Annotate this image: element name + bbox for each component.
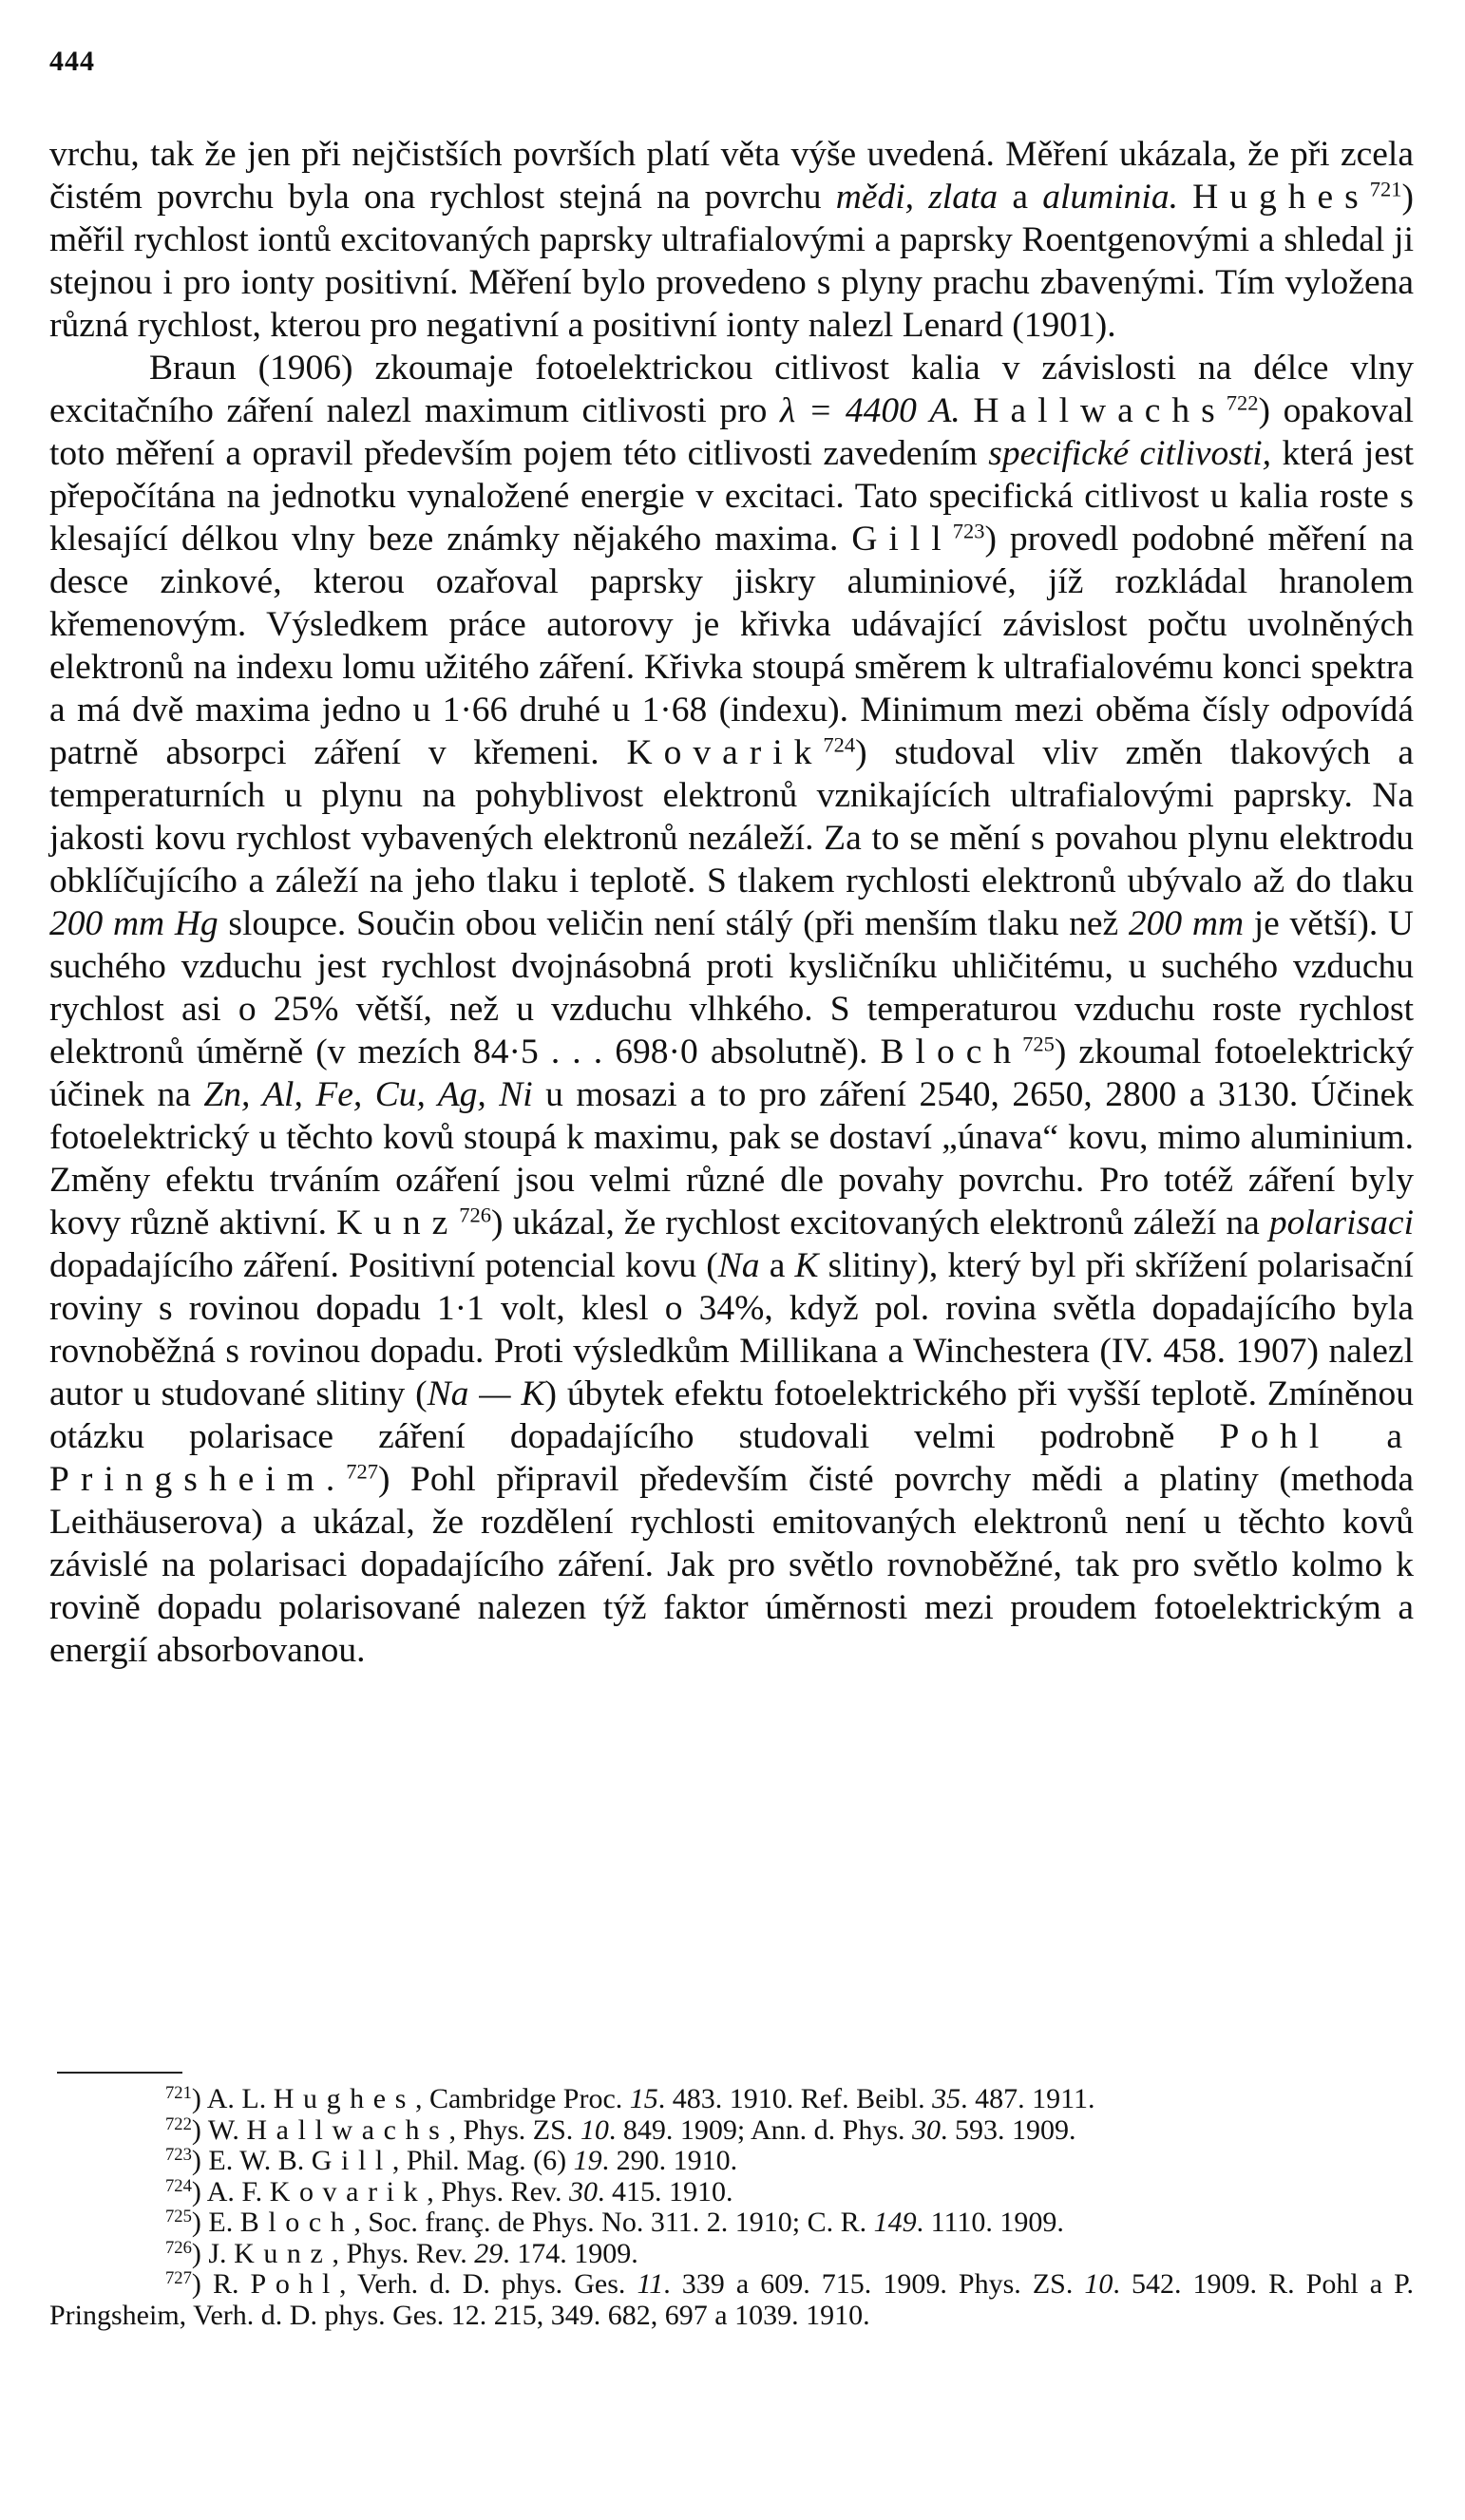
italic-run: polarisaci <box>1268 1203 1414 1242</box>
footnotes <box>49 2084 1414 2331</box>
author-name: Bloch <box>239 2207 354 2238</box>
volume: 35 <box>932 2083 961 2114</box>
text-run: dopadajícího záření. Positivní potencial kovu ( <box>49 1246 718 1285</box>
text-run: . 483. 1910. Ref. Beibl. <box>657 2083 933 2114</box>
italic-run: Zn, Al, Fe, Cu, Ag, Ni <box>203 1075 533 1114</box>
volume: 149 <box>873 2207 917 2238</box>
footnote-number: 722 <box>165 2113 192 2134</box>
text-run: ) E. W. B. <box>191 2145 312 2176</box>
text-run: sloupce. Součin obou veličin není stálý (při menším tlaku než <box>218 904 1129 943</box>
text-run: ) úbytek efektu fotoelektrického při vyšší teplotě. Zmíněnou otázku polarisace záření dopadajícího studovali velmi podrobně <box>49 1374 1415 1456</box>
footnote-ref: 725 <box>1022 1032 1055 1056</box>
footnote <box>49 2084 1414 2115</box>
text-run: ) měřil rychlost iontů excitovaných paprsky ultrafialovými a paprsky Roentgenovými a shledal ji stejnou i pro ionty positivní. Měření bylo provedeno s plyny prachu zbavenými. Tím vyložena různá rychlost, kterou pro negativní a positivní ionty nalezl Lenard (1901). <box>49 178 1414 345</box>
formula: λ = 4400 A. <box>780 391 961 430</box>
text-run <box>1178 178 1192 217</box>
volume: 10 <box>580 2113 609 2146</box>
text-run: a <box>998 178 1043 217</box>
footnote <box>49 2177 1414 2208</box>
italic-run: K <box>794 1246 819 1285</box>
text-run: ) R. <box>191 2268 251 2300</box>
footnote-ref: 724 <box>823 732 856 757</box>
text-run: , Phys. ZS. <box>448 2113 580 2146</box>
volume: 19 <box>573 2145 602 2176</box>
text-run: , Phil. Mag. (6) <box>391 2145 574 2176</box>
text-run: . 339 a 609. 715. 1909. Phys. ZS. <box>663 2268 1085 2300</box>
author-name: Pohl <box>250 2268 339 2300</box>
author-name: Hughes <box>1192 178 1370 217</box>
text-run: ) J. <box>191 2237 235 2269</box>
footnote-ref: 723 <box>952 519 985 543</box>
footnote-divider <box>57 2072 182 2074</box>
footnote <box>49 2239 1414 2270</box>
text-run: . 174. 1909. <box>503 2237 638 2269</box>
text-run: u mosazi a to pro záření 2540, 2650, 2800 a 3130. Účinek fotoelektrický u těchto kovů stoupá k maximu, pak se dostaví „únava“ kovu, mimo aluminium. Změny efektu trváním ozáření jsou velmi různé dle povahy povrchu. Pro totéž záření byly kovy různě aktivní. <box>49 1075 1415 1242</box>
author-name: Hallwachs <box>973 391 1227 430</box>
volume: 15 <box>629 2083 658 2114</box>
text-run: , Verh. d. D. phys. Ges. <box>338 2268 637 2300</box>
text-run: . 593. 1909. <box>941 2113 1076 2146</box>
text-run <box>961 391 974 430</box>
text-run: která jest přepočítána na jednotku vynaložené energie v excitaci. Tato specifická citlivost u kalia roste s klesající délkou vlny beze známky nějakého maxima. <box>49 434 1414 559</box>
text-run: ) E. <box>191 2207 240 2238</box>
text-run: . 1110. 1909. <box>916 2207 1064 2238</box>
paragraph-1 <box>49 133 1414 347</box>
footnote-number: 724 <box>165 2175 192 2196</box>
italic-run: 200 mm <box>1128 904 1245 943</box>
author-name: Hallwachs <box>246 2113 449 2146</box>
text-run: . 849. 1909; Ann. d. Phys. <box>608 2113 913 2146</box>
footnote <box>49 2146 1414 2177</box>
author-name: Kunz <box>234 2237 333 2269</box>
text-run: slitiny), který byl při skřížení polarisační roviny s rovinou dopadu 1·1 volt, klesl o 34%, když pol. rovina světla dopadajícího byla rovnoběžná s rovinou dopadu. Proti výsledkům Millikana a Winchestera (IV. 458. 1907) nalezl autor u studované slitiny ( <box>49 1246 1414 1413</box>
author-name: Hughes <box>273 2083 415 2114</box>
text-run: , Soc. franç. de Phys. No. 311. 2. 1910; C. R. <box>353 2207 874 2238</box>
italic-run: aluminia. <box>1042 178 1178 217</box>
text-run: ) A. F. <box>191 2175 270 2207</box>
footnote-number: 723 <box>165 2144 192 2165</box>
footnote-ref: 726 <box>459 1203 492 1227</box>
text-run: . 542. 1909. R. Pohl a P. Pringsheim, Verh. d. D. phys. Ges. 12. 215, 349. 682, 697 a 1039. 1910. <box>49 2268 1415 2331</box>
author-name: Pohl a Pringsheim. <box>49 1417 1414 1499</box>
text-run: ) zkoumal fotoelektrický účinek na <box>49 1033 1414 1114</box>
text-run: . 487. 1911. <box>961 2083 1095 2114</box>
footnote <box>49 2115 1414 2147</box>
text-run: , Phys. Rev. <box>427 2175 569 2207</box>
footnote-number: 725 <box>165 2206 192 2226</box>
text-run: , Cambridge Proc. <box>414 2083 630 2114</box>
text-run: ) Pohl připravil především čisté povrchy mědi a platiny (methoda Leithäuserova) a ukázal, že rozdělení rychlosti emitovaných elektronů není u těchto kovů závislé na polarisaci dopadajícího záření. Jak pro světlo rovnoběžné, tak pro světlo kolmo k rovině dopadu polarisované nalezen týž faktor úměrnosti mezi proudem fotoelektrickým a energií absorbovanou. <box>49 1460 1414 1670</box>
text-run: ) A. L. <box>191 2083 274 2114</box>
page-number: 444 <box>49 46 95 77</box>
italic-run: mědi, zlata <box>835 178 999 217</box>
text-run: ) provedl podobné měření na desce zinkové, kterou ozařoval paprsky jiskry aluminiové, jíž rozkládal hranolem křemenovým. Výsledkem práce autorovy je křivka udávající závislost počtu uvolněných elektronů na indexu lomu užitého záření. Křivka stoupá směrem k ultrafialovému konci spektra a má dvě maxima jedno u 1·66 druhé u 1·68 (indexu). Minimum mezi oběma čísly odpovídá patrně absorpci záření v křemeni. <box>49 520 1414 772</box>
text-run: ) studoval vliv změn tlakových a temperaturních u plynu na pohyblivost elektronů vznikajících ultrafialovými paprsky. Na jakosti kovu rychlost vybavených elektronů nezáleží. Za to se mění s povahou plynu elektrodu obklíčujícího a záleží na jeho tlaku i teplotě. S tlakem rychlosti elektronů ubývalo až do tlaku <box>49 733 1414 900</box>
italic-run: 200 mm Hg <box>49 904 219 943</box>
volume: 30 <box>568 2175 598 2207</box>
volume: 11 <box>637 2268 664 2300</box>
text-run: ) opakoval toto měření a opravil především pojem této citlivosti zavedením <box>49 391 1415 473</box>
text-run: je větší). U suchého vzduchu jest rychlost dvojnásobná proti kysličníku uhličitému, u suchého vzduchu rychlost asi o 25% větší, než u vzduchu vlhkého. S temperaturou vzduchu roste rychlost elektronů úměrně (v mezích 84·5 . . . 698·0 absolutně). <box>49 904 1414 1071</box>
author-name: Kunz <box>336 1203 460 1242</box>
text-run: vrchu, tak že jen při nejčistších površích platí věta výše uvedená. Měření ukázala, že při zcela čistém povrchu byla ona rychlost stejná na povrchu <box>49 135 1414 217</box>
footnote <box>49 2269 1414 2331</box>
volume: 10 <box>1084 2268 1113 2300</box>
paragraph-2 <box>49 347 1414 1672</box>
volume: 29 <box>474 2237 504 2269</box>
footnote <box>49 2207 1414 2239</box>
footnote-number: 721 <box>165 2082 192 2103</box>
text-run: Braun (1906) zkoumaje fotoelektrickou citlivost kalia v závislosti na délce vlny excitačního záření nalezl maximum citlivosti pro <box>49 349 1414 430</box>
italic-run: Na — K <box>427 1374 545 1413</box>
text-run: ) ukázal, že rychlost excitovaných elektronů záleží na <box>491 1203 1269 1242</box>
text-run: . 415. 1910. <box>597 2175 733 2207</box>
italic-run: specifické citlivosti, <box>988 434 1272 473</box>
body-text <box>49 133 1414 1672</box>
text-run: ) W. <box>191 2113 247 2146</box>
author-name: Gill <box>311 2145 392 2176</box>
italic-run: Na <box>717 1246 760 1285</box>
footnote-ref: 721 <box>1369 177 1402 201</box>
text-run: . 290. 1910. <box>601 2145 738 2176</box>
footnote-ref: 722 <box>1226 390 1259 415</box>
author-name: Kovarik <box>626 733 824 772</box>
author-name: Gill <box>851 520 953 559</box>
text-run: , Phys. Rev. <box>332 2237 475 2269</box>
footnote-number: 726 <box>165 2237 192 2258</box>
footnote-number: 727 <box>165 2267 192 2288</box>
author-name: Kovarik <box>269 2175 428 2207</box>
text-run: a <box>759 1246 795 1285</box>
volume: 30 <box>912 2113 942 2146</box>
footnote-ref: 727 <box>346 1459 378 1484</box>
author-name: Bloch <box>880 1033 1023 1071</box>
